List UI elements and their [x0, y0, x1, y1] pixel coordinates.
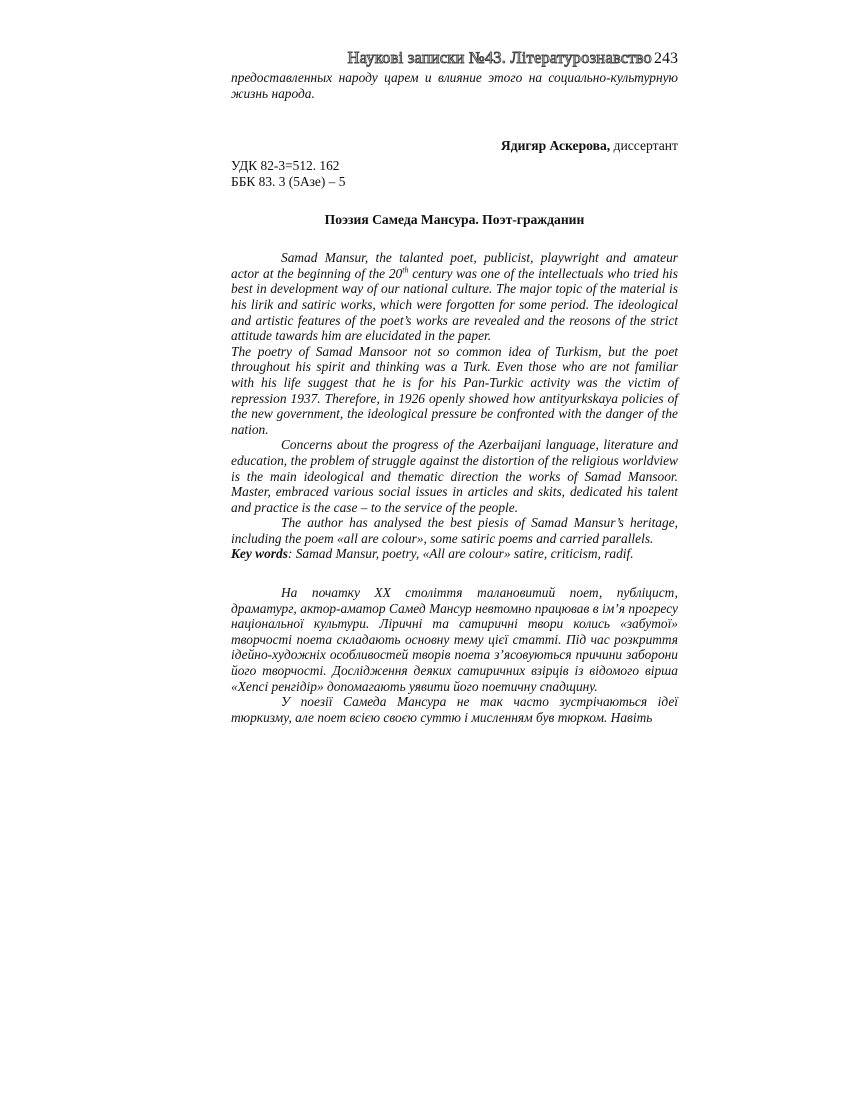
abstract-p1-superscript: th [402, 265, 409, 275]
udk-code: УДК 82-3=512. 162 [231, 158, 340, 174]
ukrainian-paragraph-2: У поезії Самеда Мансура не так часто зустрічаються ідеї тюркизму, але поет всією своєю суттю і мисленням був тюрком. Навіть [231, 694, 678, 725]
page [231, 48, 678, 725]
abstract-p1-text-cont: century was one of the intellectuals who tried his best in development way of our national culture. The major topic of the material is his lirik and satiric works, which were forgotten for some period. The ideological and artistic features of the poet’s works are revealed and the reosons of the strict attitude tawards him are elucidated in the paper. [231, 265, 678, 344]
ukrainian-abstract [231, 585, 678, 725]
section-gap [231, 562, 678, 585]
carryover-paragraph: предоставленных народу царем и влияние этого на социально-культурную жизнь народа. [231, 70, 678, 101]
author-line [231, 138, 678, 154]
abstract-paragraph-2: The poetry of Samad Mansoor not so common idea of Turkism, but the poet throughout his spirit and thinking was a Turk. Even those who are not familiar with his life suggest that he is for his Pan-Turkic activity was the victim of repression 1937. Therefore, in 1926 openly showed how antityurkskaya policies of the new government, the ideological pressure be confronted with the danger of the nation. [231, 343, 678, 437]
classification-codes [231, 158, 678, 190]
keywords-text: : Samad Mansur, poetry, «All are colour» satire, criticism, radif. [287, 546, 634, 562]
bbk-code: ББК 83. 3 (5Азе) – 5 [231, 174, 346, 190]
author-name: Ядигяр Аскерова, [500, 138, 611, 154]
abstract-paragraph-1 [231, 250, 678, 344]
journal-series-title: Наукові записки №43. Літературознавство [347, 48, 652, 67]
page-number: 243 [654, 50, 678, 67]
running-header [231, 48, 678, 70]
article-title: Поэзия Самеда Мансура. Поэт-гражданин [324, 212, 585, 228]
ukrainian-paragraph-1: На початку ХХ століття талановитий поет, публіцист, драматург, актор-аматор Самед Мансур невтомно працював в ім’я прогресу національної культури. Ліричні та сатиричні твори колись «забутої» творчості поета складають основну тему цієї статті. Під час розкриття ідейно-художніх особливостей творів поета з’ясовуються причини заборони його творчості. Дослідження деяких сатиричних взірців із відомого вірша «Хепсі ренгідір» допомагають уявити його поетичну спадщину. [231, 585, 678, 694]
keywords-label: Key words [231, 546, 288, 562]
abstract-paragraph-4: The author has analysed the best piesis of Samad Mansur’s heritage, including the poem «all are colour», some satiric poems and carried parallels. [231, 515, 678, 546]
author-role: диссертант [610, 138, 678, 154]
abstract-p1-text: Samad Mansur, the talanted poet, publicist, playwright and amateur actor at the beginning of the 20 [231, 250, 678, 281]
abstract-paragraph-3: Concerns about the progress of the Azerbaijani language, literature and education, the problem of struggle against the distortion of the religious worldview is the main ideological and thematic direction the works of Samad Mansoor. Master, embraced various social issues in articles and skits, dedicated his talent and practice is the case – to the service of the people. [231, 437, 678, 515]
keywords [231, 546, 678, 562]
english-abstract [231, 250, 678, 562]
